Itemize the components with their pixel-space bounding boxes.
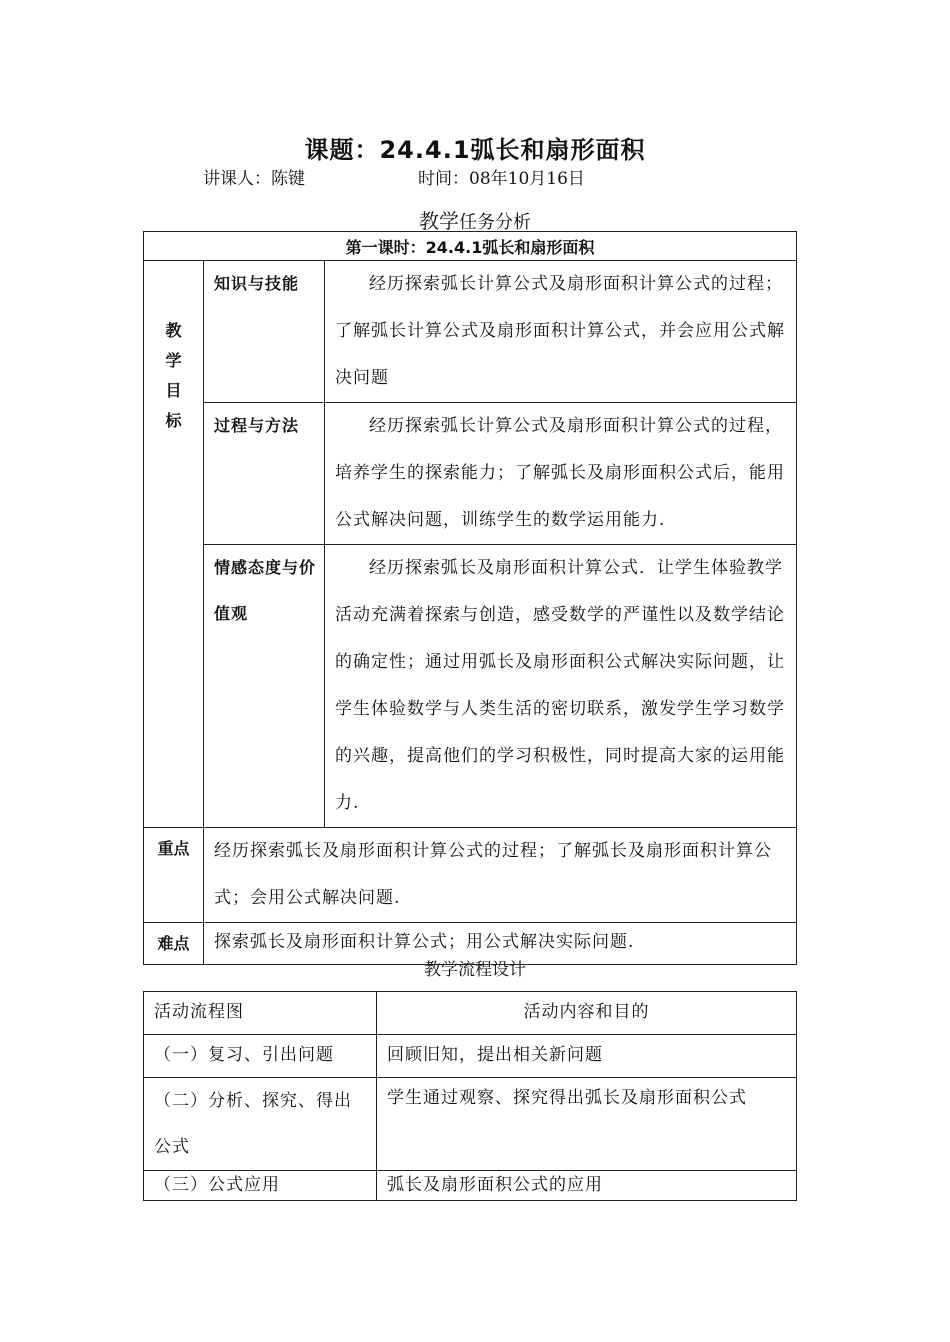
date-label: 时间：08年10月16日 <box>418 169 585 189</box>
flow-table <box>143 991 797 1201</box>
task-analysis-table <box>143 231 797 965</box>
lesson-title: 课题：24.4.1弧长和扇形面积 <box>304 136 646 164</box>
objective-category: 知识与技能 <box>204 261 325 403</box>
objectives-label-char: 教 <box>165 321 182 340</box>
column-header: 活动流程图 <box>144 992 377 1035</box>
objectives-label-char: 目 <box>165 381 182 400</box>
table-row <box>144 1078 797 1171</box>
objective-text: 经历探索弧长及扇形面积计算公式．让学生体验教学活动充满着探索与创造，感受数学的严谨性以及数学结论的确定性；通过用弧长及扇形面积公式解决实际问题，让学生体验数学与人类生活的密切联系，激发学生学习数学的兴趣，提高他们的学习积极性，同时提高大家的运用能力. <box>325 545 797 828</box>
key-point-text: 经历探索弧长及扇形面积计算公式的过程；了解弧长及扇形面积计算公式；会用公式解决问题. <box>204 828 797 923</box>
key-point-label: 重点 <box>144 828 204 923</box>
task-analysis-heading <box>0 205 950 234</box>
flow-step: （一）复习、引出问题 <box>144 1035 377 1078</box>
table-row <box>144 1171 797 1201</box>
objectives-label-char: 标 <box>165 411 182 430</box>
flow-purpose: 弧长及扇形面积公式的应用 <box>377 1171 797 1201</box>
lesson-header: 第一课时：24.4.1弧长和扇形面积 <box>144 232 797 261</box>
objective-text: 经历探索弧长计算公式及扇形面积计算公式的过程，培养学生的探索能力；了解弧长及扇形面积公式后，能用公式解决问题，训练学生的数学运用能力. <box>325 403 797 545</box>
flow-step: （二）分析、探究、得出公式 <box>144 1078 377 1171</box>
objective-text: 经历探索弧长计算公式及扇形面积计算公式的过程；了解弧长计算公式及扇形面积计算公式，并会应用公式解决问题 <box>325 261 797 403</box>
flow-step: （三）公式应用 <box>144 1171 377 1201</box>
flow-purpose: 学生通过观察、探究得出弧长及扇形面积公式 <box>377 1078 797 1171</box>
objective-category: 过程与方法 <box>204 403 325 545</box>
flow-design-heading: 教学流程设计 <box>424 960 526 980</box>
task-heading-big: 教学 <box>419 209 459 233</box>
lecturer-label: 讲课人：陈键 <box>203 169 305 189</box>
task-heading-rest: 任务分析 <box>459 212 531 233</box>
column-header: 活动内容和目的 <box>377 992 797 1035</box>
objectives-label-char: 学 <box>165 351 182 370</box>
objective-category: 情感态度与价值观 <box>204 545 325 828</box>
difficulty-label: 难点 <box>144 923 204 965</box>
table-row <box>144 1035 797 1078</box>
objectives-label <box>144 261 204 828</box>
table-header-row <box>144 992 797 1035</box>
difficulty-text: 探索弧长及扇形面积计算公式；用公式解决实际问题. <box>204 923 797 965</box>
flow-purpose: 回顾旧知，提出相关新问题 <box>377 1035 797 1078</box>
